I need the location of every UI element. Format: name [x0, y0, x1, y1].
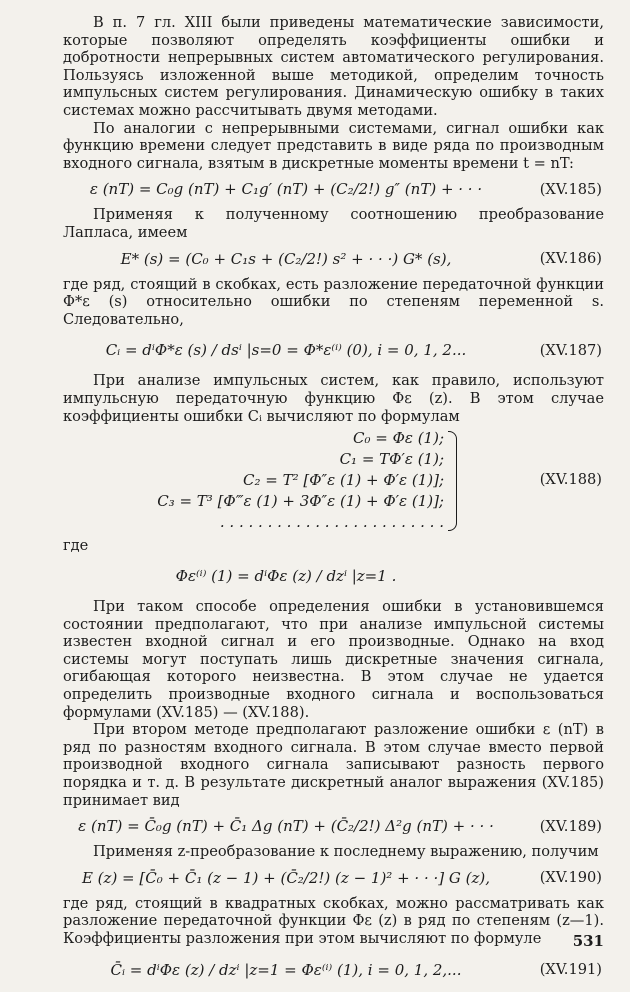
- equation-xv187-number: (XV.187): [539, 341, 602, 359]
- equation-xv187-body: Cᵢ = dⁱΦ*ε (s) / dsⁱ |s=0 = Φ*ε⁽ⁱ⁾ (0), i = 0, 1, 2...: [105, 341, 467, 360]
- paragraph-expansion: где ряд, стоящий в квадратных скобках, можно рассматривать как разложение передаточной функции Φε (z) в ряд по степеням (z—1). Коэффициенты разложения при этом вычисляют по формуле: [63, 894, 604, 947]
- paragraph-laplace: Применяя к полученному соотношению преобразование Лапласа, имеем: [63, 206, 604, 241]
- system-line-c1: C₁ = TΦ′ε (1);: [339, 450, 444, 469]
- equation-xv187: [63, 328, 604, 372]
- where-label: где: [63, 537, 89, 555]
- system-line-dots: . . . . . . . . . . . . . . . . . . . . . . . .: [219, 513, 444, 532]
- paragraph-impulse: При анализе импульсных систем, как правило, используют импульсную передаточную функцию Φε (z). В этом случае коэффициенты ошибки Cᵢ вычисляют по формулам: [63, 372, 604, 425]
- paragraph-analogy: По аналогии с непрерывными системами, сигнал ошибки как функцию времени следует представить в виде ряда по производным входного сигнала, взятым в дискретные моменты времени t = nT:: [63, 119, 604, 172]
- equation-xv185-body: ε (nT) = C₀g (nT) + C₁g′ (nT) + (C₂/2!) g″ (nT) + · · ·: [89, 180, 483, 199]
- equation-xv186-number: (XV.186): [539, 250, 602, 268]
- equation-xv191: [63, 948, 604, 992]
- paragraph-second-method: При втором методе предполагают разложение ошибки ε (nT) в ряд по разностям входного сигнала. В этом случае вместо первой производной входного сигнала записывают разность первого порядка и т. д. В результате дискретный аналог выражения (XV.185) принимает вид: [63, 721, 604, 809]
- equation-xv186: [63, 242, 604, 276]
- paragraph-series: где ряд, стоящий в скобках, есть разложение передаточной функции Φ*ε (s) относительно ошибки по степеням переменной s. Следовательно,: [63, 275, 604, 328]
- paragraph-intro: В п. 7 гл. XIII были приведены математические зависимости, которые позволяют определять коэффициенты ошибки и добротности непрерывных систем автоматического регулирования. Пользуясь изложенной выше методикой, определим точность импульсных систем регулирования. Динамическую ошибку в таких системах можно рассчитывать двумя методами.: [63, 14, 604, 119]
- equation-xv191-body: C̄ᵢ = dⁱΦε (z) / dzⁱ |z=1 = Φε⁽ⁱ⁾ (1), i = 0, 1, 2,...: [110, 960, 462, 979]
- equation-xv185-number: (XV.185): [539, 180, 602, 198]
- equation-xv190: [63, 861, 604, 895]
- equation-xv186-body: E* (s) = (C₀ + C₁s + (C₂/2!) s² + · · ·) G* (s),: [120, 249, 452, 268]
- equation-xv185: [63, 172, 604, 206]
- right-brace: [448, 431, 457, 531]
- equation-system-xv188: [63, 427, 604, 535]
- system-line-c3: C₃ = T³ [Φ‴ε (1) + 3Φ″ε (1) + Φ′ε (1)];: [157, 492, 444, 511]
- equation-xv191-number: (XV.191): [539, 961, 602, 979]
- equation-xv188-number: (XV.188): [539, 471, 602, 489]
- equation-xv190-number: (XV.190): [539, 869, 602, 887]
- page-number: 531: [572, 932, 604, 950]
- system-line-c2: C₂ = T² [Φ″ε (1) + Φ′ε (1)];: [243, 471, 444, 490]
- equation-xv190-body: E (z) = [C̄₀ + C̄₁ (z − 1) + (C̄₂/2!) (z − 1)² + · · ·] G (z),: [81, 868, 491, 887]
- equation-derivative-definition: [63, 554, 604, 598]
- system-line-c0: C₀ = Φε (1);: [352, 429, 444, 448]
- equation-derivative-body: Φε⁽ⁱ⁾ (1) = dⁱΦε (z) / dzⁱ |z=1 .: [175, 567, 397, 586]
- paragraph-z-transform: Применяя z-преобразование к последнему выражению, получим: [93, 843, 599, 861]
- paragraph-first-method: При таком способе определения ошибки в установившемся состоянии предполагают, что при анализе импульсной системы известен входной сигнал и его производные. Однако на вход системы могут поступать лишь дискретные значения сигнала, огибающая которого неизвестна. В этом случае не удается определить производные входного сигнала и воспользоваться формулами (XV.185) — (XV.188).: [63, 598, 604, 721]
- equation-xv189-body: ε (nT) = C̄₀g (nT) + C̄₁ Δg (nT) + (C̄₂/2!) Δ²g (nT) + · · ·: [78, 817, 494, 836]
- equation-xv189-number: (XV.189): [539, 817, 602, 835]
- equation-xv189: [63, 809, 604, 843]
